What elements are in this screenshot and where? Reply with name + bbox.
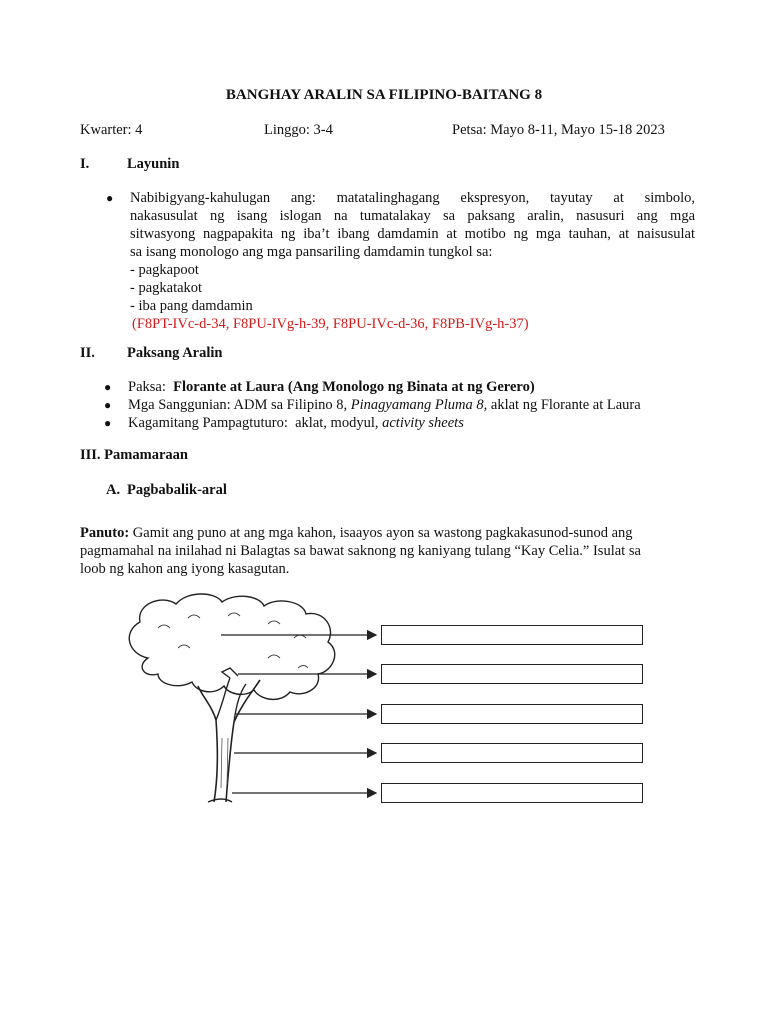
layunin-line-4: sa isang monologo ang mga pansariling damdamin tungkol sa: — [130, 244, 493, 260]
section-heading-paksang-aralin: Paksang Aralin — [127, 345, 223, 361]
section-number-1: I. — [80, 156, 90, 172]
bullet-icon: ● — [104, 398, 112, 412]
layunin-item-pagkapoot: - pagkapoot — [130, 262, 199, 278]
sanggunian-item — [128, 397, 641, 414]
answer-box-2[interactable] — [381, 664, 643, 684]
paksa-value: Florante at Laura (Ang Monologo ng Binata at ng Gerero) — [173, 379, 535, 395]
kagamitan-sheets: activity sheets — [382, 415, 464, 431]
panuto-label: Panuto: — [80, 525, 130, 541]
paksa-item — [128, 379, 535, 396]
competency-codes: (F8PT-IVc-d-34, F8PU-IVg-h-39, F8PU-IVc-d-36, F8PB-IVg-h-37) — [132, 316, 529, 332]
tree-trunk — [198, 680, 260, 802]
answer-box-4[interactable] — [381, 743, 643, 763]
tree-roots — [208, 799, 232, 802]
sanggunian-label: Mga Sanggunian: ADM sa Filipino 8, — [128, 397, 348, 413]
paksa-label: Paksa: — [128, 379, 166, 395]
panuto-line-1 — [80, 525, 700, 542]
answer-box-1[interactable] — [381, 625, 643, 645]
tree-canopy — [129, 594, 334, 699]
answer-box-5[interactable] — [381, 783, 643, 803]
document-title: BANGHAY ARALIN SA FILIPINO-BAITANG 8 — [225, 87, 543, 103]
linggo-label: Linggo: 3-4 — [264, 122, 333, 138]
bullet-icon: ● — [106, 191, 114, 205]
section-heading-layunin: Layunin — [127, 156, 180, 172]
panuto-text-1: Gamit ang puno at ang mga kahon, isaayos ayon sa wastong pagkakasunod-sunod ang — [132, 525, 633, 541]
tree-foliage-texture — [158, 613, 308, 668]
section-heading-pamamaraan: III. Pamamaraan — [80, 447, 188, 463]
kagamitan-label: Kagamitang Pampagtuturo: aklat, modyul, — [128, 415, 379, 431]
layunin-line-1: Nabibigyang-kahulugan ang: matatalinghagang ekspresyon, tayutay at simbolo, — [130, 190, 695, 206]
tree-illustration — [118, 588, 388, 818]
answer-box-3[interactable] — [381, 704, 643, 724]
petsa-label: Petsa: Mayo 8-11, Mayo 15-18 2023 — [452, 122, 665, 138]
sanggunian-book: Pinagyamang Pluma 8, — [350, 397, 488, 413]
sanggunian-rest: aklat ng Florante at Laura — [490, 397, 641, 413]
section-number-2: II. — [80, 345, 95, 361]
tree-bark — [221, 738, 228, 788]
layunin-item-pagkatakot: - pagkatakot — [130, 280, 203, 296]
subsection-heading-pagbabalik-aral: Pagbabalik-aral — [127, 482, 227, 498]
kwarter-label: Kwarter: 4 — [80, 122, 143, 138]
panuto-line-3: loob ng kahon ang iyong kasagutan. — [80, 561, 290, 577]
kagamitan-item — [128, 415, 464, 432]
panuto-line-2: pagmamahal na inilahad ni Balagtas sa bawat saknong ng kaniyang tulang “Kay Celia.” Isulat sa — [80, 543, 641, 559]
bullet-icon: ● — [104, 416, 112, 430]
bullet-icon: ● — [104, 380, 112, 394]
subsection-letter-a: A. — [106, 482, 121, 498]
layunin-line-2: nakasusulat ng isang islogan na tumatalakay sa paksang aralin, nasusuri ang mga — [130, 208, 695, 224]
panuto-paragraph — [80, 525, 700, 578]
layunin-item-iba: - iba pang damdamin — [130, 298, 253, 314]
layunin-line-3: sitwasyong nagpapakita ng iba’t ibang damdamin at motibo ng mga tauhan, at naisusulat — [130, 226, 695, 242]
